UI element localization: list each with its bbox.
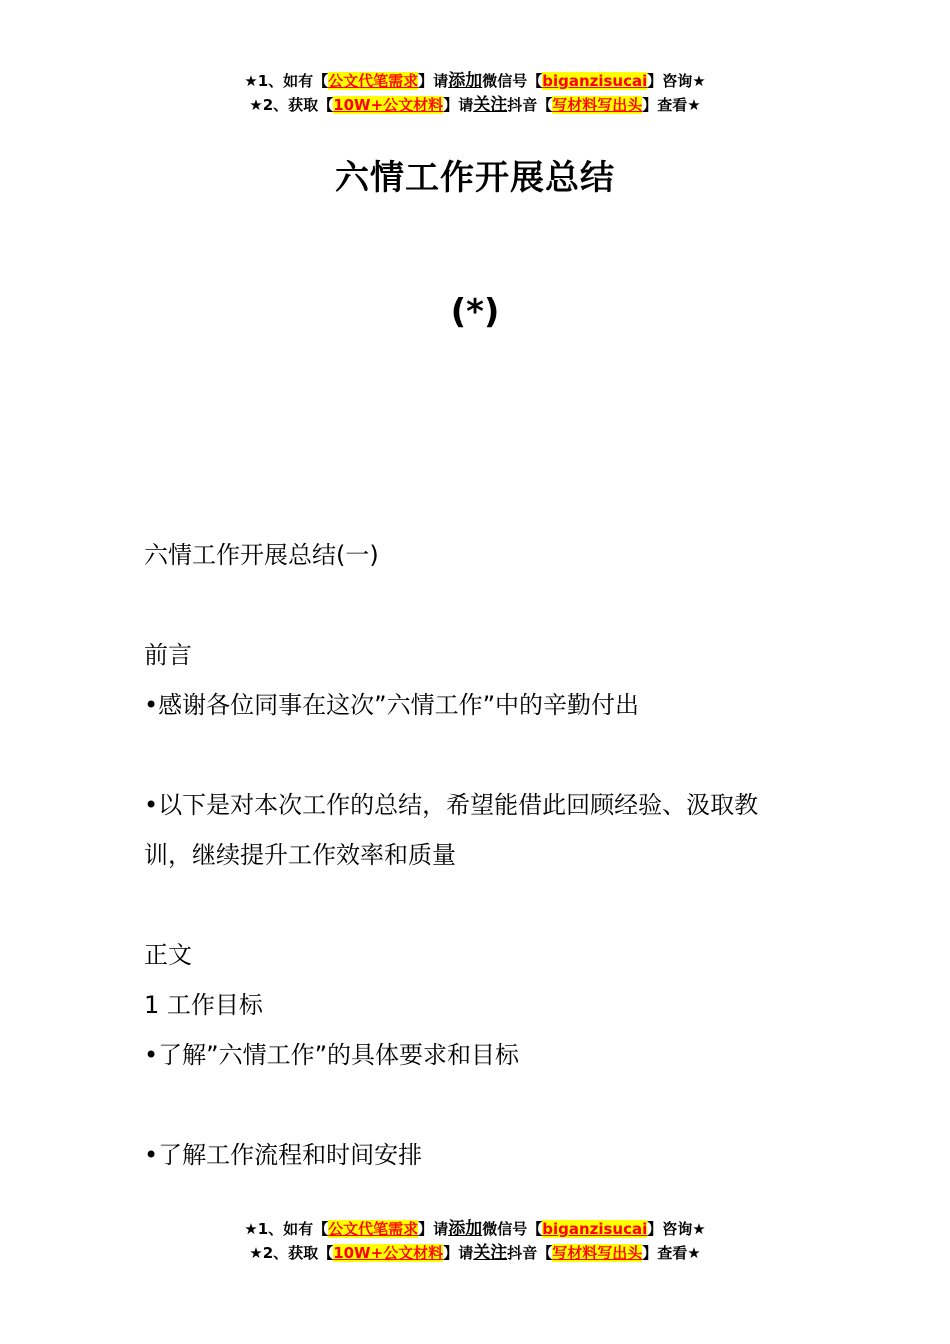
banner-emphasis: 添加 — [448, 71, 483, 91]
bottom-banner — [0, 1217, 950, 1265]
preface-bullet-2-line-1: •以下是对本次工作的总结，希望能借此回顾经验、汲取教 — [144, 791, 759, 819]
banner-line-1 — [0, 1217, 950, 1241]
body-heading: 正文 — [144, 941, 192, 969]
preface-heading: 前言 — [144, 641, 192, 669]
document-title: 六情工作开展总结 — [335, 158, 615, 198]
banner-text: 】咨询★ — [647, 1220, 706, 1238]
banner-text: 】请 — [418, 72, 449, 90]
banner-text: ★1、如有【 — [244, 1220, 329, 1238]
document-subtitle: (*) — [450, 292, 500, 332]
preface-bullet-1: •感谢各位同事在这次”六情工作”中的辛勤付出 — [144, 691, 640, 719]
banner-highlight: 公文代笔需求 — [328, 1220, 419, 1238]
banner-text: 】咨询★ — [647, 72, 706, 90]
banner-line-1 — [0, 69, 950, 93]
banner-line-2 — [0, 1241, 950, 1265]
banner-emphasis: 添加 — [448, 1219, 483, 1239]
item-1-bullet-1: •了解”六情工作”的具体要求和目标 — [144, 1041, 520, 1069]
banner-highlight: 10W+公文材料 — [333, 1244, 444, 1262]
banner-text: 】请 — [443, 96, 474, 114]
banner-emphasis: 关注 — [473, 95, 508, 115]
blank-line — [144, 730, 814, 780]
banner-text: ★2、获取【 — [249, 1244, 334, 1262]
banner-text: 抖音【 — [507, 1244, 553, 1262]
banner-emphasis: 关注 — [473, 1243, 508, 1263]
banner-text: ★1、如有【 — [244, 72, 329, 90]
banner-text: 】查看★ — [642, 1244, 701, 1262]
banner-text: 微信号【 — [482, 72, 543, 90]
banner-highlight: biganzisucai — [542, 72, 648, 90]
banner-line-2 — [0, 93, 950, 117]
banner-text: 】查看★ — [642, 96, 701, 114]
banner-highlight: 公文代笔需求 — [328, 72, 419, 90]
section-heading: 六情工作开展总结(一) — [144, 541, 379, 569]
banner-text: 抖音【 — [507, 96, 553, 114]
banner-highlight: 10W+公文材料 — [333, 96, 444, 114]
banner-text: 微信号【 — [482, 1220, 543, 1238]
banner-text: 】请 — [418, 1220, 449, 1238]
blank-line — [144, 880, 814, 930]
item-1-bullet-2: •了解工作流程和时间安排 — [144, 1141, 423, 1169]
banner-highlight: 写材料写出头 — [552, 1244, 643, 1262]
item-1-heading: 1 工作目标 — [144, 991, 263, 1019]
banner-highlight: 写材料写出头 — [552, 96, 643, 114]
preface-bullet-2-line-2: 训，继续提升工作效率和质量 — [144, 841, 456, 869]
document-body — [144, 630, 814, 1180]
blank-line — [144, 1080, 814, 1130]
banner-text: 】请 — [443, 1244, 474, 1262]
banner-highlight: biganzisucai — [542, 1220, 648, 1238]
top-banner — [0, 69, 950, 117]
banner-text: ★2、获取【 — [249, 96, 334, 114]
